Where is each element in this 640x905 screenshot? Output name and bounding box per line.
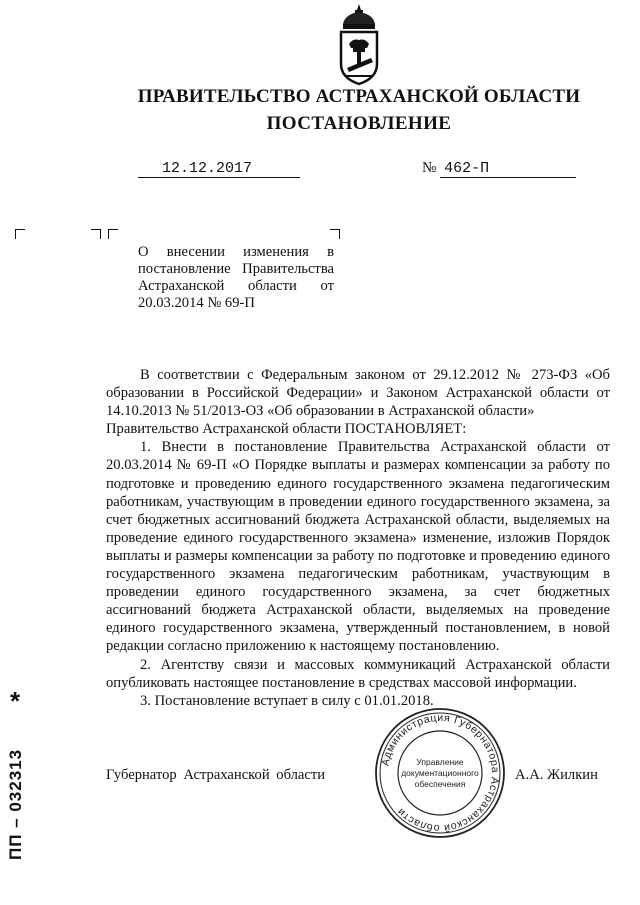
preamble-paragraph: В соответствии с Федеральным законом от 29.12.2012 № 273-ФЗ «Об образовании в Российской Федерации» и Законом Астраханской области от 14.10.2013 № 51/2013-ОЗ «Об образовании в Астраханской области» [106,367,610,420]
corner-mark [91,229,101,239]
subject-line: О внесении изменения в [138,244,334,260]
item-paragraph: 3. Постановление вступает в силу с 01.01.2018. [140,692,434,709]
item-paragraph: 1. Внести в постановление Правительства Астраханской области от 20.03.2014 № 69-П «О Порядке выплаты и размерах компенсации за работу по подготовке и проведению единого государственного экзамена педагогическим работникам, участвующим в проведении единого государственного экзамена, за счет бюджетных ассигнований бюджета Астраханской области, выделяемых на проведение единого государственного экзамена» изменение, изложив Порядок выплаты и размеры компенсации за работу по подготовке и проведению единого государственного экзамена педагогическим работникам, участвующим в проведении единого государственного экзамена, за счет бюджетных ассигнований бюджета Астраханской области, выделяемых на проведение единого государственного экзамена, утвержденный постановлением, в новой редакции согласно приложению к настоящему постановлению. [106,439,610,655]
subject-line: 20.03.2014 № 69-П [138,295,255,311]
margin-asterisk: * [10,686,21,716]
document-type: ПОСТАНОВЛЕНИЕ [266,113,452,134]
resolution-line: Правительство Астраханской области ПОСТАНОВЛЯЕТ: [106,421,467,438]
corner-mark [15,229,25,239]
document-body [106,366,610,710]
subject-line: Астраханской области от [138,278,334,294]
signer-title: Губернатор Астраханской области [106,767,326,783]
margin-serial-number: ПП – 032313 [6,748,25,860]
corner-mark [330,229,340,239]
document-number-field [422,160,576,178]
number-sign: № [422,160,437,176]
coat-of-arms-emblem [333,2,385,86]
document-subject [138,244,334,312]
official-stamp [372,705,508,841]
signer-name: А.А. Жилкин [515,767,598,783]
item-paragraph: 2. Агентству связи и массовых коммуникаций Астраханской области опубликовать настоящее постановление в средствах массовой информации. [106,656,610,691]
subject-line: постановление Правительства [138,261,334,277]
stamp-center-line: Управление [416,757,464,767]
stamp-center-line: обеспечения [414,779,466,789]
document-number: 462-П [440,160,576,178]
corner-mark [108,229,118,239]
stamp-center-line: документационного [401,768,479,778]
stamp-ring-text: Администрация Губернатора Астраханской области [379,711,502,835]
government-title: ПРАВИТЕЛЬСТВО АСТРАХАНСКОЙ ОБЛАСТИ [137,86,581,107]
document-date: 12.12.2017 [138,160,300,178]
